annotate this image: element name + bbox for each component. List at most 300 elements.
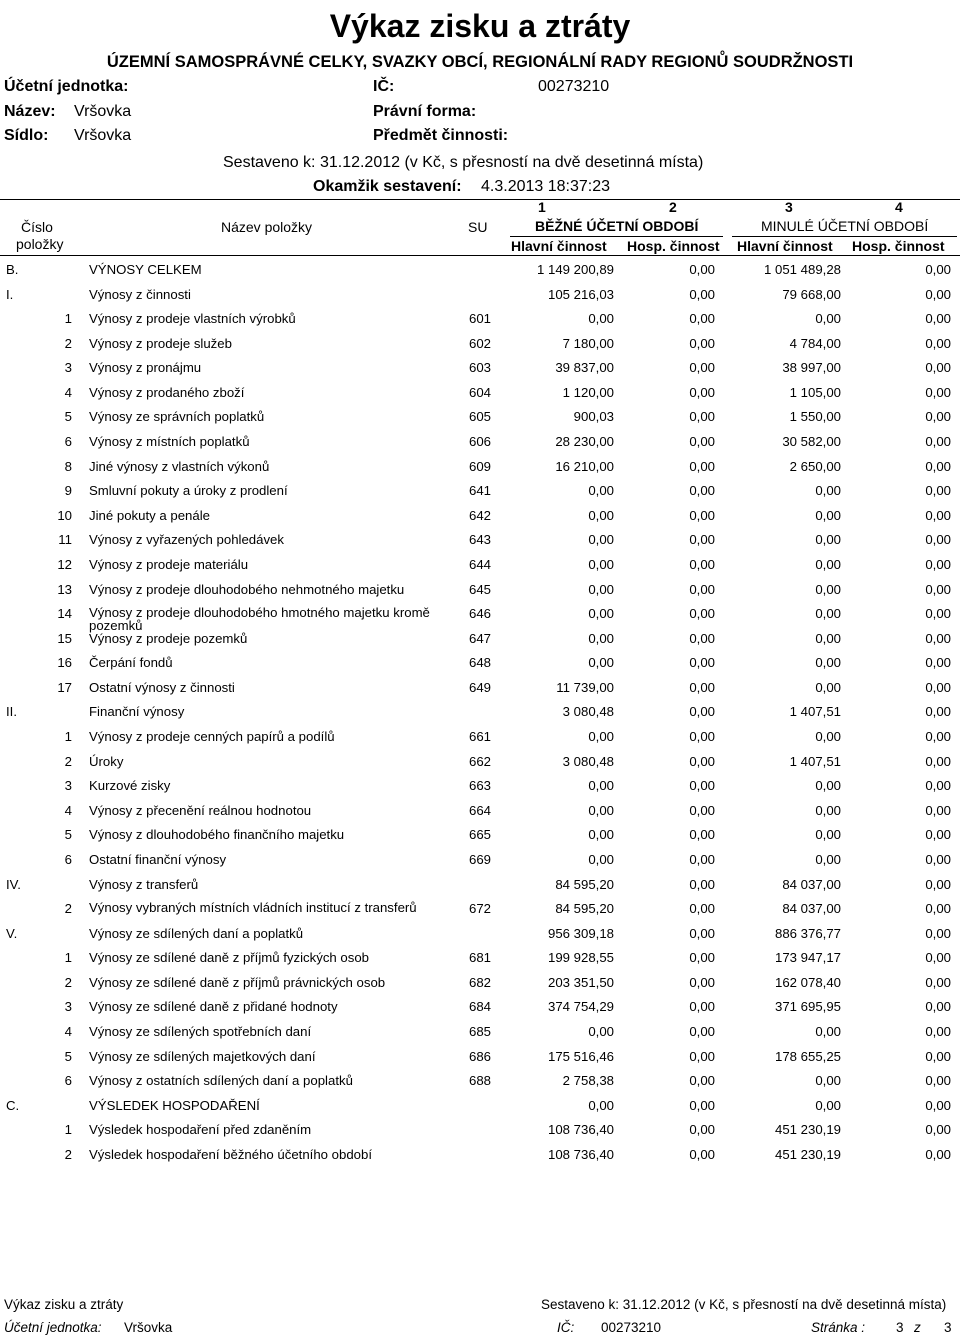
row-su: 688: [469, 1073, 492, 1089]
row-value-bezne-hosp: 0,00: [689, 483, 715, 499]
row-value-bezne-hlavni: 16 210,00: [555, 458, 614, 474]
row-value-bezne-hosp: 0,00: [689, 458, 715, 474]
row-number: 15: [57, 630, 72, 646]
ic-label: IČ:: [373, 78, 395, 95]
row-number: 3: [64, 999, 72, 1015]
row-value-minule-hlavni: 371 695,95: [774, 999, 841, 1015]
row-number: 16: [57, 655, 72, 671]
row-name: Kurzové zisky: [89, 778, 171, 794]
row-value-minule-hosp: 0,00: [925, 999, 951, 1015]
row-name: Výnosy ze sdílené daně z přidané hodnoty: [89, 999, 338, 1015]
row-su: 642: [469, 507, 492, 523]
row-number: 4: [64, 384, 72, 400]
row-value-bezne-hlavni: 175 516,46: [547, 1048, 614, 1064]
row-value-minule-hosp: 0,00: [925, 581, 951, 597]
row-value-minule-hosp: 0,00: [925, 286, 951, 302]
row-name: Výnosy z vyřazených pohledávek: [89, 532, 284, 548]
table-row: [0, 971, 960, 995]
row-section-label: II.: [6, 704, 17, 720]
row-value-minule-hlavni: 0,00: [815, 606, 841, 622]
row-number: 1: [64, 950, 72, 966]
row-number: 9: [64, 483, 72, 499]
row-value-minule-hlavni: 0,00: [815, 532, 841, 548]
row-su: 681: [469, 950, 492, 966]
row-value-minule-hlavni: 79 668,00: [782, 286, 841, 302]
row-value-minule-hosp: 0,00: [925, 1023, 951, 1039]
row-su: 646: [469, 606, 492, 622]
row-name: Výnosy z prodeje materiálu: [89, 556, 249, 572]
ucetni-jednotka-label: Účetní jednotka:: [4, 78, 129, 95]
row-value-minule-hlavni: 0,00: [815, 507, 841, 523]
row-value-bezne-hlavni: 0,00: [588, 851, 614, 867]
row-value-minule-hosp: 0,00: [925, 876, 951, 892]
row-value-bezne-hosp: 0,00: [689, 434, 715, 450]
row-value-minule-hlavni: 0,00: [815, 679, 841, 695]
minule-underline: [732, 236, 957, 237]
footer-z-value: 3: [944, 1320, 952, 1335]
table-row: [0, 1094, 960, 1118]
row-number: 1: [64, 1122, 72, 1138]
row-su: 644: [469, 556, 492, 572]
row-su: 665: [469, 827, 492, 843]
row-number: 2: [64, 335, 72, 351]
row-value-bezne-hlavni: 3 080,48: [562, 753, 614, 769]
report-title: Výkaz zisku a ztráty: [329, 8, 631, 44]
row-name: Výnosy z prodeje cenných papírů a podílů: [89, 729, 335, 745]
table-row: [0, 676, 960, 700]
row-number: 2: [64, 753, 72, 769]
row-value-bezne-hosp: 0,00: [689, 655, 715, 671]
sestaveno-text: Sestaveno k: 31.12.2012 (v Kč, s přesností na dvě desetinná místa): [223, 154, 704, 171]
row-name: Ostatní výnosy z činnosti: [89, 679, 235, 695]
row-name: Smluvní pokuty a úroky z prodlení: [89, 483, 288, 499]
row-value-bezne-hlavni: 0,00: [588, 532, 614, 548]
row-su: 609: [469, 458, 492, 474]
row-value-bezne-hosp: 0,00: [689, 311, 715, 327]
row-su: 606: [469, 434, 492, 450]
row-number: 13: [57, 581, 72, 597]
row-name: Výnosy z činnosti: [89, 286, 191, 302]
row-value-bezne-hosp: 0,00: [689, 753, 715, 769]
row-name: VÝNOSY CELKEM: [89, 262, 202, 277]
row-value-bezne-hosp: 0,00: [689, 851, 715, 867]
table-row: [0, 405, 960, 429]
row-name: Výnosy z prodeje dlouhodobého hmotného majetku kromě pozemků: [89, 605, 430, 634]
report-subtitle: ÚZEMNÍ SAMOSPRÁVNÉ CELKY, SVAZKY OBCÍ, REGIONÁLNÍ RADY REGIONŮ SOUDRŽNOSTI: [106, 53, 854, 71]
row-value-minule-hosp: 0,00: [925, 679, 951, 695]
header-bottom-rule: [0, 255, 960, 256]
row-name: Výnosy vybraných místních vládních institucí z transferů: [89, 900, 417, 916]
row-value-minule-hlavni: 886 376,77: [774, 925, 841, 941]
table-row: [0, 283, 960, 307]
row-su: 684: [469, 999, 492, 1015]
row-value-bezne-hlavni: 203 351,50: [547, 974, 614, 990]
row-value-bezne-hlavni: 0,00: [588, 581, 614, 597]
row-value-minule-hlavni: 0,00: [815, 655, 841, 671]
predmet-cinnosti-label: Předmět činnosti:: [373, 127, 509, 144]
row-name: Výnosy z transferů: [89, 876, 199, 892]
row-value-minule-hlavni: 84 037,00: [782, 901, 841, 917]
sidlo-label: Sídlo:: [4, 127, 49, 144]
row-value-bezne-hosp: 0,00: [689, 950, 715, 966]
row-value-minule-hosp: 0,00: [925, 335, 951, 351]
footer-sestaveno: Sestaveno k: 31.12.2012 (v Kč, s přesností na dvě desetinná místa): [541, 1297, 947, 1312]
row-su: 669: [469, 851, 492, 867]
row-value-bezne-hlavni: 28 230,00: [555, 434, 614, 450]
table-row: [0, 627, 960, 651]
table-row: [0, 504, 960, 528]
row-name: Výnosy z prodeje služeb: [89, 335, 232, 351]
row-value-minule-hosp: 0,00: [925, 827, 951, 843]
row-value-minule-hosp: 0,00: [925, 901, 951, 917]
row-value-minule-hosp: 0,00: [925, 262, 951, 277]
row-value-minule-hlavni: 162 078,40: [774, 974, 841, 990]
row-value-bezne-hosp: 0,00: [689, 507, 715, 523]
row-value-bezne-hlavni: 1 120,00: [562, 384, 614, 400]
footer-stranka-value: 3: [896, 1320, 904, 1335]
row-number: 12: [57, 556, 72, 572]
row-value-minule-hlavni: 0,00: [815, 556, 841, 572]
row-name: Výnosy ze sdílené daně z příjmů fyzických osob: [89, 950, 370, 966]
row-number: 6: [64, 434, 72, 450]
row-value-minule-hlavni: 0,00: [815, 483, 841, 499]
col-number-4: 4: [895, 199, 903, 215]
row-number: 1: [64, 729, 72, 745]
row-value-minule-hosp: 0,00: [925, 483, 951, 499]
row-value-bezne-hosp: 0,00: [689, 286, 715, 302]
row-value-minule-hlavni: 0,00: [815, 1023, 841, 1039]
row-value-minule-hlavni: 2 650,00: [789, 458, 841, 474]
row-value-minule-hlavni: 1 105,00: [789, 384, 841, 400]
row-su: 605: [469, 409, 492, 425]
row-value-bezne-hlavni: 84 595,20: [555, 901, 614, 917]
table-row: [0, 651, 960, 675]
row-name: Výsledek hospodaření běžného účetního období: [89, 1146, 373, 1162]
row-value-minule-hosp: 0,00: [925, 950, 951, 966]
row-value-minule-hosp: 0,00: [925, 630, 951, 646]
row-value-minule-hlavni: 0,00: [815, 311, 841, 327]
row-value-bezne-hosp: 0,00: [689, 1122, 715, 1138]
row-value-bezne-hosp: 0,00: [689, 262, 715, 277]
row-name: Výnosy z prodeje vlastních výrobků: [89, 311, 296, 327]
table-row: [0, 1020, 960, 1044]
row-value-bezne-hosp: 0,00: [689, 581, 715, 597]
row-name: Ostatní finanční výnosy: [89, 851, 227, 867]
table-row: [0, 799, 960, 823]
row-value-bezne-hlavni: 0,00: [588, 827, 614, 843]
bezne-underline: [510, 236, 723, 237]
row-value-bezne-hlavni: 0,00: [588, 311, 614, 327]
table-row: [0, 873, 960, 897]
col-number-3: 3: [785, 199, 793, 215]
row-name: Jiné výnosy z vlastních výkonů: [89, 458, 270, 474]
row-value-bezne-hlavni: 3 080,48: [562, 704, 614, 720]
row-value-bezne-hosp: 0,00: [689, 1146, 715, 1162]
row-name: Výnosy z prodaného zboží: [89, 384, 245, 400]
row-value-minule-hosp: 0,00: [925, 851, 951, 867]
col-nazev-label: Název položky: [221, 219, 313, 235]
row-value-bezne-hosp: 0,00: [689, 679, 715, 695]
footer-z-label: z: [914, 1320, 921, 1335]
table-row: [0, 479, 960, 503]
row-value-minule-hosp: 0,00: [925, 778, 951, 794]
row-number: 2: [64, 974, 72, 990]
footer-ucetni-label: Účetní jednotka:: [4, 1320, 102, 1335]
row-su: 641: [469, 483, 492, 499]
row-name: Výnosy ze sdílené daně z příjmů právnických osob: [89, 974, 386, 990]
col-number-2: 2: [669, 199, 677, 215]
row-value-bezne-hlavni: 0,00: [588, 778, 614, 794]
row-name: Výnosy z ostatních sdílených daní a poplatků: [89, 1073, 353, 1089]
table-row: [0, 1069, 960, 1093]
row-value-bezne-hlavni: 108 736,40: [547, 1146, 614, 1162]
row-value-bezne-hlavni: 7 180,00: [562, 335, 614, 351]
row-value-bezne-hlavni: 2 758,38: [562, 1073, 614, 1089]
row-number: 17: [57, 679, 72, 695]
table-row: [0, 922, 960, 946]
row-value-minule-hlavni: 451 230,19: [774, 1122, 841, 1138]
row-number: 11: [58, 532, 72, 548]
row-name: VÝSLEDEK HOSPODAŘENÍ: [89, 1097, 260, 1113]
row-value-minule-hosp: 0,00: [925, 458, 951, 474]
row-value-minule-hlavni: 451 230,19: [774, 1146, 841, 1162]
row-value-bezne-hlavni: 0,00: [588, 1097, 614, 1113]
row-name: Výnosy ze sdílených majetkových daní: [89, 1048, 316, 1064]
row-value-bezne-hosp: 0,00: [689, 1048, 715, 1064]
row-value-bezne-hlavni: 0,00: [588, 606, 614, 622]
row-value-bezne-hlavni: 1 149 200,89: [536, 262, 614, 277]
row-number: 5: [64, 827, 72, 843]
row-value-bezne-hosp: 0,00: [689, 729, 715, 745]
row-name: Výnosy z prodeje dlouhodobého nehmotného majetku: [89, 581, 405, 597]
row-name: Úroky: [89, 753, 124, 769]
row-value-bezne-hosp: 0,00: [689, 827, 715, 843]
pravni-forma-label: Právní forma:: [373, 103, 477, 120]
row-value-bezne-hosp: 0,00: [689, 974, 715, 990]
row-name: Jiné pokuty a penále: [89, 507, 210, 523]
table-row: [0, 1118, 960, 1142]
footer-ic-label: IČ:: [557, 1320, 575, 1335]
row-su: 643: [469, 532, 492, 548]
row-value-minule-hlavni: 1 051 489,28: [763, 262, 841, 277]
row-number: 4: [64, 1023, 72, 1039]
row-value-minule-hosp: 0,00: [925, 1122, 951, 1138]
row-value-minule-hosp: 0,00: [925, 704, 951, 720]
row-number: 5: [64, 1048, 72, 1064]
row-value-minule-hlavni: 30 582,00: [782, 434, 841, 450]
row-su: 662: [469, 753, 492, 769]
row-value-minule-hlavni: 1 550,00: [789, 409, 841, 425]
col-hlavni-cinnost-2: Hlavní činnost: [737, 238, 833, 254]
okamzik-value: 4.3.2013 18:37:23: [481, 178, 611, 195]
row-number: 14: [57, 606, 72, 622]
row-value-bezne-hosp: 0,00: [689, 876, 715, 892]
col-number-1: 1: [538, 199, 546, 215]
sidlo-value: Vršovka: [74, 127, 132, 144]
row-su: 686: [469, 1048, 492, 1064]
table-row: [0, 1143, 960, 1167]
row-name: Výnosy z dlouhodobého finančního majetku: [89, 827, 345, 843]
table-row: [0, 381, 960, 405]
footer-ucetni-value: Vršovka: [124, 1320, 173, 1335]
row-value-minule-hlavni: 0,00: [815, 802, 841, 818]
row-value-bezne-hosp: 0,00: [689, 384, 715, 400]
table-row: [0, 307, 960, 331]
table-row: [0, 725, 960, 749]
row-value-minule-hosp: 0,00: [925, 1048, 951, 1064]
table-row: [0, 602, 960, 634]
row-value-bezne-hlavni: 0,00: [588, 556, 614, 572]
row-value-bezne-hosp: 0,00: [689, 704, 715, 720]
row-su: 648: [469, 655, 492, 671]
row-value-bezne-hlavni: 11 739,00: [556, 679, 614, 695]
row-value-bezne-hlavni: 956 309,18: [547, 925, 614, 941]
row-name: Výnosy z pronájmu: [89, 360, 202, 376]
row-section-label: C.: [6, 1097, 20, 1113]
table-row: [0, 700, 960, 724]
table-row: [0, 455, 960, 479]
row-value-bezne-hosp: 0,00: [689, 532, 715, 548]
row-value-minule-hosp: 0,00: [925, 556, 951, 572]
table-row: [0, 528, 960, 552]
row-value-minule-hlavni: 0,00: [815, 778, 841, 794]
table-row: [0, 946, 960, 970]
row-value-minule-hosp: 0,00: [925, 360, 951, 376]
row-su: 645: [469, 581, 492, 597]
row-su: 649: [469, 679, 492, 695]
row-number: 2: [64, 901, 72, 917]
table-row: [0, 430, 960, 454]
table-row: [0, 578, 960, 602]
row-value-bezne-hlavni: 105 216,03: [547, 286, 614, 302]
row-value-minule-hosp: 0,00: [925, 507, 951, 523]
row-value-minule-hosp: 0,00: [925, 606, 951, 622]
row-value-minule-hlavni: 173 947,17: [774, 950, 841, 966]
row-name: Výsledek hospodaření před zdaněním: [89, 1122, 312, 1138]
row-section-label: B.: [6, 262, 19, 277]
table-row: [0, 553, 960, 577]
row-number: 1: [64, 311, 72, 327]
row-su: 602: [469, 335, 492, 351]
row-value-bezne-hosp: 0,00: [689, 1073, 715, 1089]
col-hosp-cinnost-1: Hosp. činnost: [627, 238, 720, 254]
row-value-bezne-hlavni: 900,03: [573, 409, 614, 425]
row-name: Výnosy ze správních poplatků: [89, 409, 265, 425]
row-value-bezne-hlavni: 0,00: [588, 802, 614, 818]
row-name: Čerpání fondů: [89, 655, 173, 671]
row-value-bezne-hlavni: 0,00: [588, 507, 614, 523]
row-su: 604: [469, 384, 492, 400]
row-value-minule-hosp: 0,00: [925, 655, 951, 671]
row-value-bezne-hlavni: 374 754,29: [547, 999, 614, 1015]
row-value-bezne-hlavni: 0,00: [588, 655, 614, 671]
row-value-bezne-hlavni: 0,00: [588, 1023, 614, 1039]
row-number: 4: [64, 802, 72, 818]
row-value-bezne-hosp: 0,00: [689, 1097, 715, 1113]
row-value-bezne-hlavni: 0,00: [588, 483, 614, 499]
row-value-minule-hlavni: 0,00: [815, 1097, 841, 1113]
row-number: 3: [64, 360, 72, 376]
row-section-label: I.: [6, 286, 14, 302]
row-name: Výnosy z přecenění reálnou hodnotou: [89, 802, 312, 818]
row-value-minule-hosp: 0,00: [925, 1146, 951, 1162]
row-value-bezne-hosp: 0,00: [689, 606, 715, 622]
row-number: 6: [64, 851, 72, 867]
table-row: [0, 823, 960, 847]
row-number: 6: [64, 1073, 72, 1089]
row-value-bezne-hosp: 0,00: [689, 556, 715, 572]
row-value-bezne-hosp: 0,00: [689, 925, 715, 941]
row-value-minule-hosp: 0,00: [925, 1097, 951, 1113]
table-row: [0, 258, 960, 282]
nazev-label: Název:: [4, 103, 56, 120]
row-section-label: IV.: [6, 876, 21, 892]
row-value-bezne-hlavni: 0,00: [588, 630, 614, 646]
footer-stranka-label: Stránka :: [811, 1320, 866, 1335]
row-value-bezne-hosp: 0,00: [689, 901, 715, 917]
row-value-minule-hlavni: 4 784,00: [789, 335, 841, 351]
row-su: 601: [469, 311, 492, 327]
nazev-value: Vršovka: [74, 103, 132, 120]
row-value-minule-hosp: 0,00: [925, 729, 951, 745]
row-value-minule-hosp: 0,00: [925, 532, 951, 548]
row-number: 8: [64, 458, 72, 474]
row-value-bezne-hosp: 0,00: [689, 335, 715, 351]
row-number: 2: [64, 1146, 72, 1162]
col-polozky-label: položky: [16, 236, 64, 252]
col-bezne-obdobi: BĚŽNÉ ÚČETNÍ OBDOBÍ: [535, 218, 699, 234]
row-value-minule-hlavni: 1 407,51: [789, 753, 841, 769]
row-name: Výnosy ze sdílených daní a poplatků: [89, 925, 304, 941]
row-value-bezne-hosp: 0,00: [689, 630, 715, 646]
col-minule-obdobi: MINULÉ ÚČETNÍ OBDOBÍ: [761, 218, 929, 234]
col-hlavni-cinnost-1: Hlavní činnost: [511, 238, 607, 254]
row-name: Výnosy z prodeje pozemků: [89, 630, 248, 646]
row-value-minule-hlavni: 0,00: [815, 581, 841, 597]
row-value-minule-hosp: 0,00: [925, 1073, 951, 1089]
row-value-minule-hlavni: 1 407,51: [789, 704, 841, 720]
col-cislo-label: Číslo: [21, 219, 53, 235]
table-row: [0, 774, 960, 798]
row-su: 663: [469, 778, 492, 794]
row-value-bezne-hlavni: 108 736,40: [547, 1122, 614, 1138]
row-value-minule-hlavni: 178 655,25: [774, 1048, 841, 1064]
row-su: 661: [469, 729, 492, 745]
header-top-rule: [0, 199, 960, 200]
row-value-bezne-hosp: 0,00: [689, 360, 715, 376]
table-row: [0, 995, 960, 1019]
table-row: [0, 750, 960, 774]
row-value-minule-hosp: 0,00: [925, 434, 951, 450]
col-hosp-cinnost-2: Hosp. činnost: [852, 238, 945, 254]
row-value-bezne-hlavni: 199 928,55: [547, 950, 614, 966]
table-row: [0, 897, 960, 921]
row-value-bezne-hlavni: 0,00: [588, 729, 614, 745]
footer-ic-value: 00273210: [601, 1320, 662, 1335]
row-name: Výnosy z místních poplatků: [89, 434, 250, 450]
row-value-minule-hosp: 0,00: [925, 925, 951, 941]
row-value-minule-hlavni: 0,00: [815, 1073, 841, 1089]
ic-value: 00273210: [538, 78, 610, 95]
row-value-bezne-hosp: 0,00: [689, 778, 715, 794]
row-value-bezne-hlavni: 84 595,20: [555, 876, 614, 892]
row-su: 603: [469, 360, 492, 376]
row-value-minule-hlavni: 0,00: [815, 851, 841, 867]
footer-title: Výkaz zisku a ztráty: [4, 1297, 124, 1312]
col-su-label: SU: [468, 219, 488, 235]
row-value-bezne-hosp: 0,00: [689, 1023, 715, 1039]
row-value-bezne-hosp: 0,00: [689, 999, 715, 1015]
